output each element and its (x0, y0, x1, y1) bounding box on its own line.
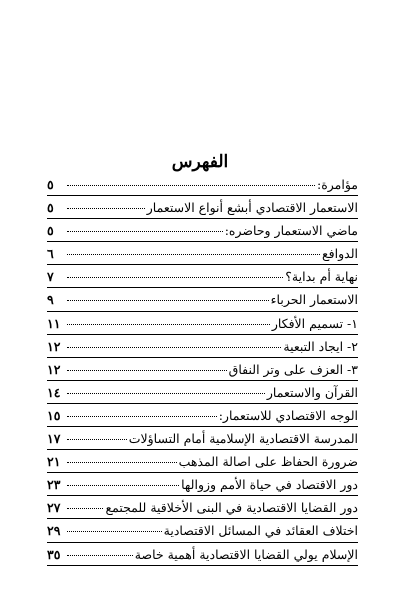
toc-entry (47, 450, 358, 473)
entry-title: الإسلام يولي القضايا الاقتصادية أهمية خاصة (134, 546, 358, 562)
entry-title: القرآن والاستعمار (266, 384, 358, 400)
entry-page: ١٧ (47, 431, 61, 447)
toc-heading: الفهرس (171, 152, 229, 172)
dot-leader (67, 231, 223, 232)
entry-page: ٢٩ (47, 523, 61, 539)
entry-title: ضرورة الحفاظ على اصالة المذهب (178, 454, 358, 470)
toc-entry (47, 173, 358, 196)
entry-page: ١٥ (47, 407, 61, 423)
toc-entry (47, 219, 358, 242)
toc-entry (47, 543, 358, 566)
toc-entry (47, 473, 358, 496)
dot-leader (67, 277, 283, 278)
toc-entry (47, 519, 358, 542)
entry-title: دور القضايا الاقتصادية في البنى الأخلاقية للمجتمع (105, 500, 358, 516)
entry-title: ٢- ايجاد التبعية (283, 338, 358, 354)
entry-page: ٧ (47, 269, 54, 285)
entry-title: مؤامرة: (317, 177, 358, 192)
toc-entry (47, 496, 358, 519)
dot-leader (67, 393, 265, 394)
entry-page: ٣٥ (47, 546, 61, 562)
entry-page: ١١ (47, 315, 61, 331)
toc-entry (47, 312, 358, 335)
entry-title: الوجه الاقتصادي للاستعمار: (218, 407, 358, 423)
entry-page: ٥ (47, 177, 54, 192)
entry-title: نهاية أم بداية؟ (285, 269, 358, 285)
dot-leader (67, 416, 217, 417)
toc-entry (47, 288, 358, 311)
dot-leader (67, 485, 179, 486)
dot-leader (67, 555, 133, 556)
toc-entry (47, 381, 358, 404)
entry-title: الدوافع (322, 246, 358, 262)
toc-entry (47, 196, 358, 219)
entry-page: ١٤ (47, 384, 61, 400)
dot-leader (67, 508, 103, 509)
toc-entry (47, 265, 358, 288)
entry-title: ماضي الاستعمار وحاضره: (224, 223, 358, 239)
entry-page: ٩ (47, 292, 54, 308)
dot-leader (67, 347, 281, 348)
dot-leader (67, 370, 227, 371)
dot-leader (67, 462, 177, 463)
dot-leader (67, 439, 127, 440)
dot-leader (67, 254, 320, 255)
entry-title: اختلاف العقائد في المسائل الاقتصادية (163, 523, 358, 539)
dot-leader (67, 300, 269, 301)
dot-leader (67, 531, 162, 532)
entry-page: ١٢ (47, 361, 61, 377)
toc-entry (47, 242, 358, 265)
entry-page: ٢٧ (47, 500, 61, 516)
table-of-contents (47, 173, 358, 566)
toc-entry (47, 335, 358, 358)
entry-page: ٦ (47, 246, 54, 262)
entry-page: ٥ (47, 200, 54, 216)
entry-title: دور الاقتصاد في حياة الأمم وزوالها (181, 477, 358, 493)
entry-title: الاستعمار الاقتصادي أبشع أنواع الاستعمار (146, 200, 358, 216)
dot-leader (67, 324, 270, 325)
entry-title: ٣- العزف على وتر النفاق (228, 361, 358, 377)
toc-entry (47, 404, 358, 427)
entry-page: ٥ (47, 223, 54, 239)
entry-title: المدرسة الاقتصادية الإسلامية أمام التساؤلات (128, 431, 358, 447)
toc-entry (47, 427, 358, 450)
toc-entry (47, 358, 358, 381)
dot-leader (67, 208, 145, 209)
entry-page: ٢٣ (47, 477, 61, 493)
dot-leader (67, 185, 315, 186)
entry-title: الاستعمار الحرباء (270, 292, 358, 308)
entry-title: ١- تسميم الأفكار (271, 315, 358, 331)
entry-page: ٢١ (47, 454, 61, 470)
entry-page: ١٢ (47, 338, 61, 354)
